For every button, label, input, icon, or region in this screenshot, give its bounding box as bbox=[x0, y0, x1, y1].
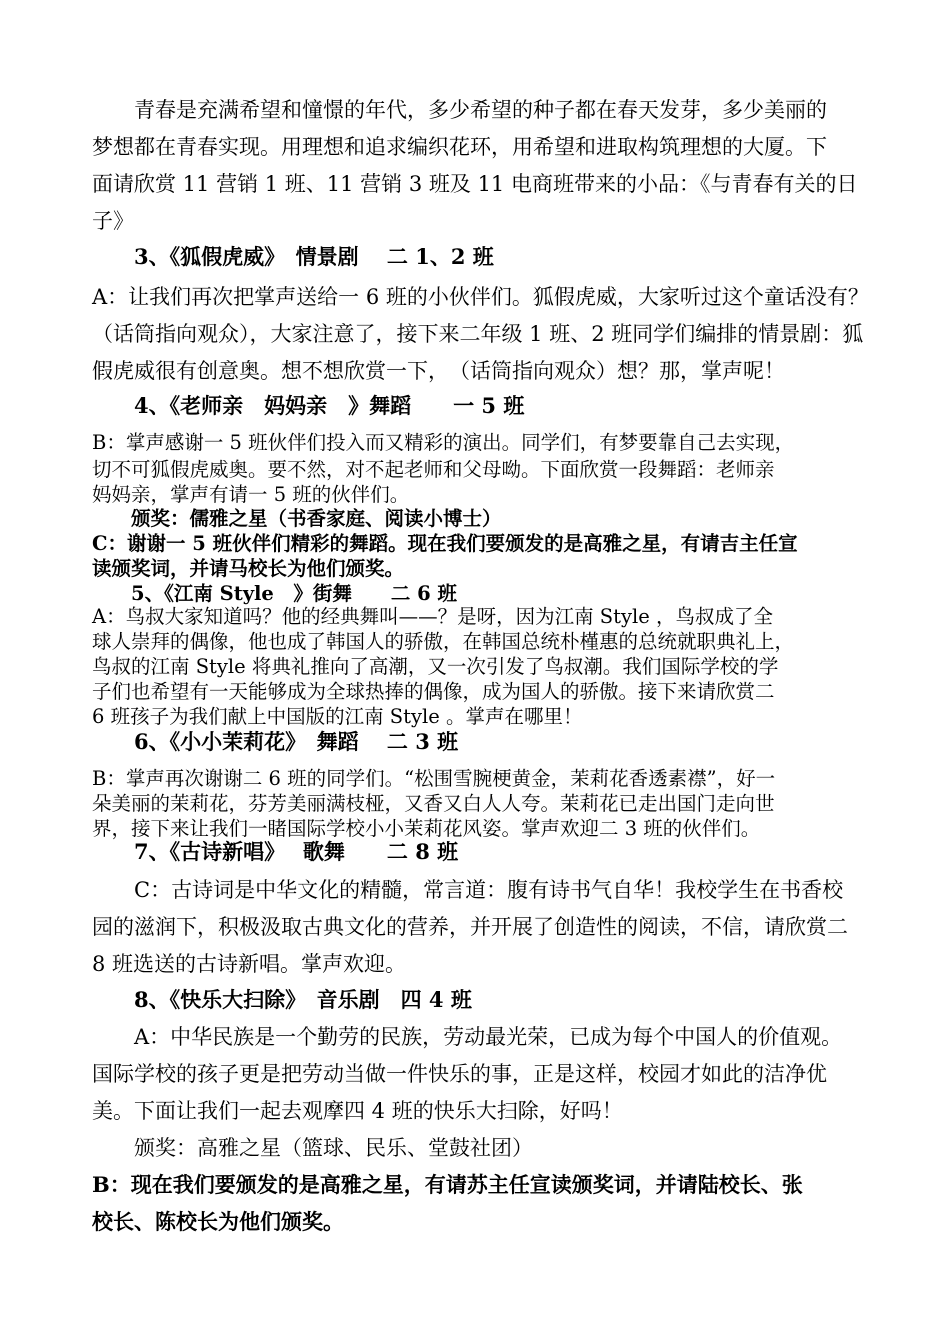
paragraph-line: C：古诗词是中华文化的精髓，常言道：腹有诗书气自华！我校学生在书香校 bbox=[92, 878, 844, 902]
paragraph-line: C：谢谢一 5 班伙伴们精彩的舞蹈。现在我们要颁发的是高雅之星，有请吉主任宣 bbox=[92, 532, 798, 555]
paragraph-line: A：鸟叔大家知道吗？他的经典舞叫——？是呀，因为江南 Style ，鸟叔成了全 bbox=[92, 605, 773, 628]
paragraph-line: B：掌声感谢一 5 班伙伴们投入而又精彩的演出。同学们，有梦要靠自己去实现， bbox=[92, 431, 795, 454]
paragraph-line: B：掌声再次谢谢二 6 班的同学们。“松围雪腕梗黄金，茉莉花香透素襟”，好一 bbox=[92, 767, 776, 790]
paragraph-line: （话筒指向观众），大家注意了，接下来二年级 1 班、2 班同学们编排的情景剧：狐 bbox=[92, 322, 864, 346]
paragraph-line: 国际学校的孩子更是把劳动当做一件快乐的事，正是这样，校园才如此的洁净优 bbox=[92, 1062, 827, 1086]
paragraph-line: 子们也希望有一天能够成为全球热捧的偶像，成为国人的骄傲。接下来请欣赏二 bbox=[92, 680, 775, 703]
program-heading: 7、《古诗新唱》 歌舞 二 8 班 bbox=[92, 839, 459, 864]
paragraph-line: 美。下面让我们一起去观摩四 4 班的快乐大扫除，好吗！ bbox=[92, 1099, 623, 1123]
paragraph-line: 子》 bbox=[92, 209, 134, 233]
paragraph-line: 面请欣赏 11 营销 1 班、11 营销 3 班及 11 电商班带来的小品：《与青春有关的日 bbox=[92, 172, 858, 196]
paragraph-line: 校长、陈校长为他们颁奖。 bbox=[92, 1209, 344, 1234]
program-heading: 4、《老师亲 妈妈亲 》舞蹈 一 5 班 bbox=[92, 393, 525, 418]
program-heading: 6、《小小茉莉花》 舞蹈 二 3 班 bbox=[92, 729, 459, 754]
paragraph-line: 界，接下来让我们一睹国际学校小小茉莉花风姿。掌声欢迎二 3 班的伙伴们。 bbox=[92, 817, 761, 840]
paragraph-line: 鸟叔的江南 Style 将典礼推向了高潮，又一次引发了鸟叔潮。我们国际学校的学 bbox=[92, 655, 779, 678]
award-heading: 颁奖：儒雅之星（书香家庭、阅读小博士） bbox=[92, 507, 502, 530]
paragraph-line: 梦想都在青春实现。用理想和追求编织花环，用希望和进取构筑理想的大厦。下 bbox=[92, 135, 827, 159]
paragraph-line: 园的滋润下，积极汲取古典文化的营养，并开展了创造性的阅读，不信，请欣赏二 bbox=[92, 915, 848, 939]
program-heading: 8、《快乐大扫除》 音乐剧 四 4 班 bbox=[92, 987, 472, 1012]
award-heading: 颁奖：高雅之星（篮球、民乐、堂鼓社团） bbox=[92, 1136, 533, 1160]
program-heading: 3、《狐假虎威》 情景剧 二 1、2 班 bbox=[92, 244, 494, 269]
paragraph-line: 读颁奖词，并请马校长为他们颁奖。 bbox=[92, 557, 405, 580]
program-heading: 5、《江南 Style 》街舞 二 6 班 bbox=[92, 582, 457, 605]
paragraph-line: B：现在我们要颁发的是高雅之星，有请苏主任宣读颁奖词，并请陆校长、张 bbox=[92, 1172, 803, 1197]
paragraph-line: 球人崇拜的偶像，他也成了韩国人的骄傲，在韩国总统朴槿惠的总统就职典礼上， bbox=[92, 630, 795, 653]
paragraph-line: 8 班选送的古诗新唱。掌声欢迎。 bbox=[92, 952, 407, 976]
paragraph-line: 妈妈亲，掌声有请一 5 班的伙伴们。 bbox=[92, 483, 410, 506]
paragraph-line: A：让我们再次把掌声送给一 6 班的小伙伴们。狐假虎威，大家听过这个童话没有？ bbox=[92, 285, 869, 309]
paragraph-line: 青春是充满希望和憧憬的年代，多少希望的种子都在春天发芽，多少美丽的 bbox=[92, 98, 827, 122]
paragraph-line: 切不可狐假虎威奥。要不然，对不起老师和父母呦。下面欣赏一段舞蹈：老师亲 bbox=[92, 458, 775, 481]
paragraph-line: 朵美丽的茉莉花，芬芳美丽满枝桠，又香又白人人夸。茉莉花已走出国门走向世 bbox=[92, 792, 775, 815]
paragraph-line: A：中华民族是一个勤劳的民族，劳动最光荣，已成为每个中国人的价值观。 bbox=[92, 1025, 843, 1049]
paragraph-line: 6 班孩子为我们献上中国版的江南 Style 。掌声在哪里！ bbox=[92, 705, 583, 728]
paragraph-line: 假虎威很有创意奥。想不想欣赏一下， （话筒指向观众）想？那，掌声呢！ bbox=[92, 359, 785, 383]
